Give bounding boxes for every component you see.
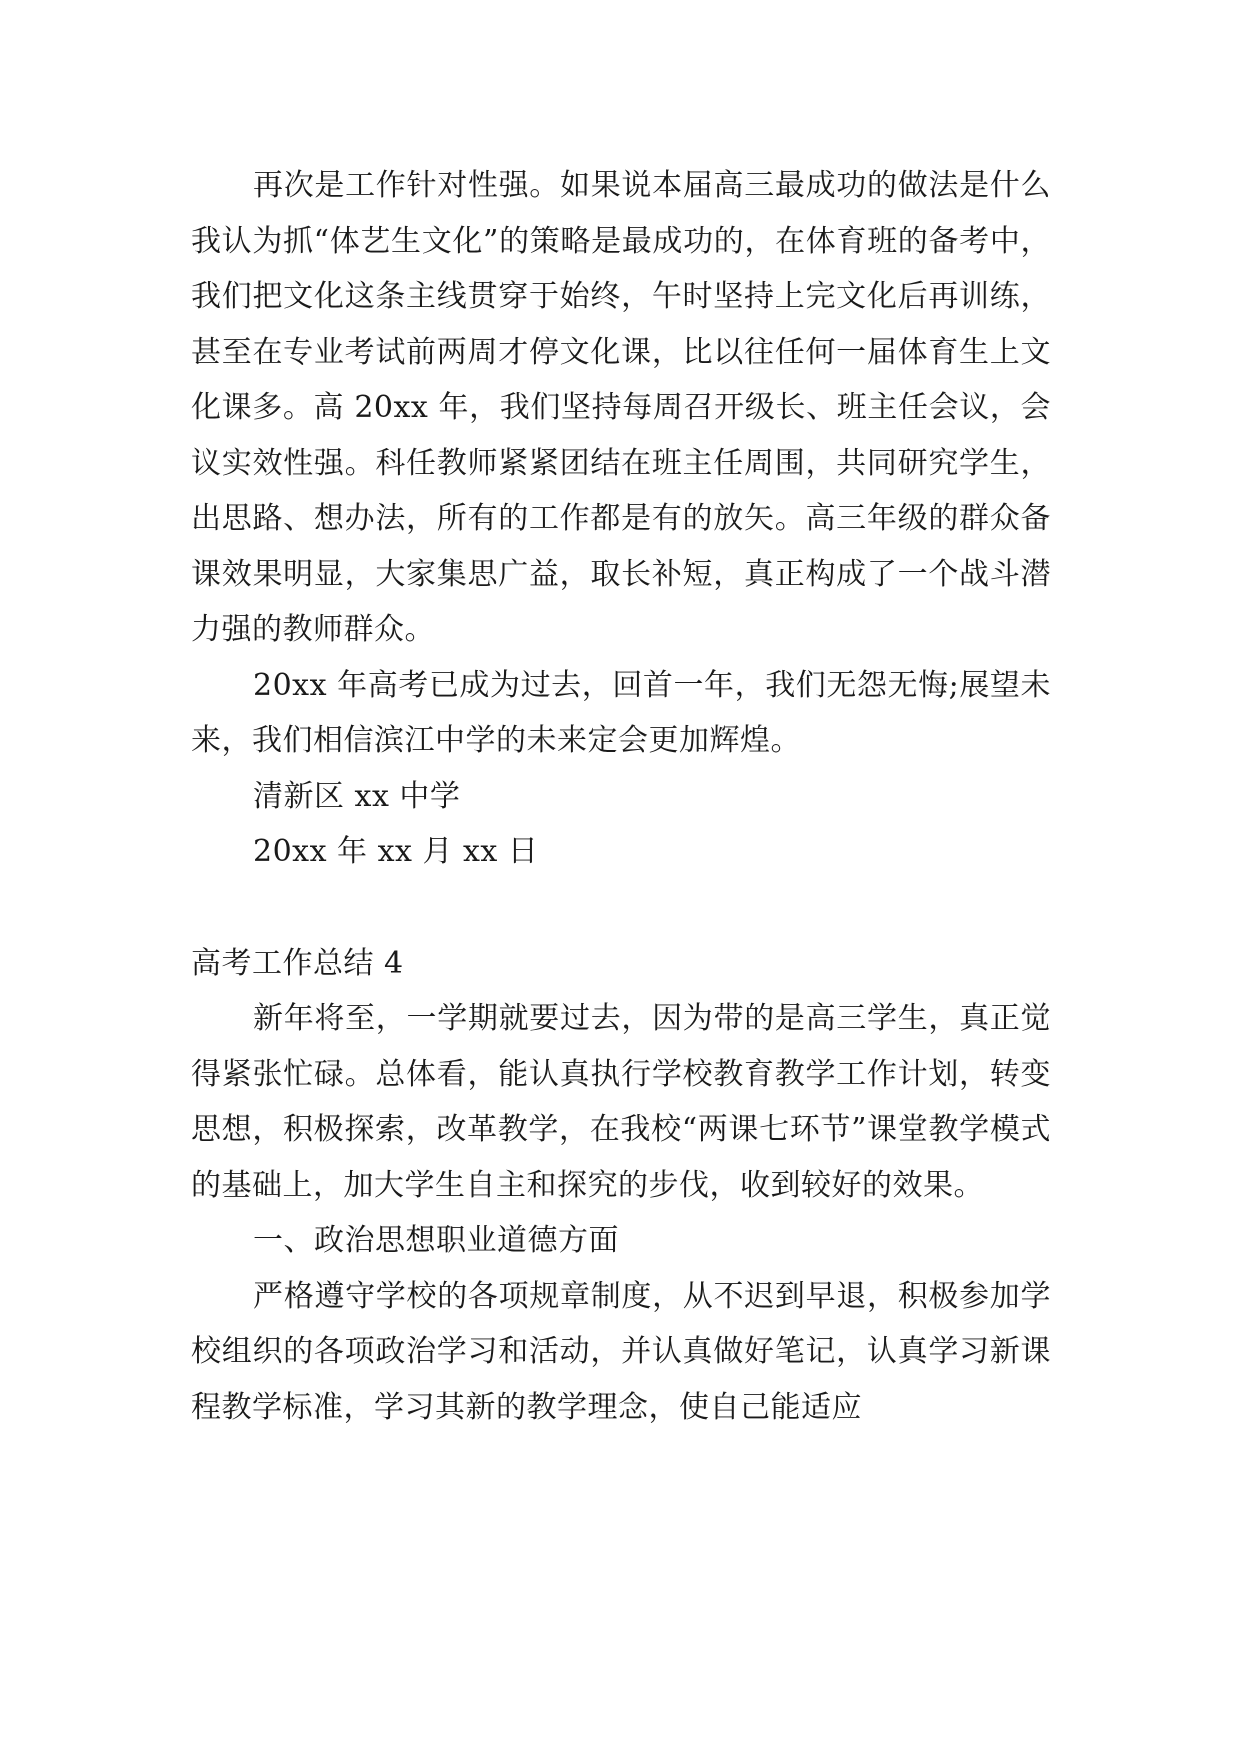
document-body: [191, 158, 1051, 1435]
paragraph-rules: 严格遵守学校的各项规章制度，从不迟到早退，积极参加学校组织的各项政治学习和活动，并认真做好笔记，认真学习新课程教学标准，学习其新的教学理念，使自己能适应: [191, 1278, 1051, 1425]
paragraph-new-year: 新年将至，一学期就要过去，因为带的是高三学生，真正觉得紧张忙碌。总体看，能认真执行学校教育教学工作计划，转变思想，积极探索，改革教学，在我校“两课七环节”课堂教学模式的基础上，加大学生自主和探究的步伐，收到较好的效果。: [191, 1001, 1051, 1203]
paragraph-work-targeting: 再次是工作针对性强。如果说本届高三最成功的做法是什么我认为抓“体艺生文化”的策略是最成功的，在体育班的备考中，我们把文化这条主线贯穿于始终，午时坚持上完文化后再训练，甚至在专业考试前两周才停文化课，比以往任何一届体育生上文化课多。高 20xx 年，我们坚持每周召开级长、班主任会议，会议实效性强。科任教师紧紧团结在班主任周围，共同研究学生，出思路、想办法，所有的工作都是有的放矢。高三年级的群众备课效果明显，大家集思广益，取长补短，真正构成了一个战斗潜力强的教师群众。: [191, 168, 1051, 647]
signature-school: 清新区 xx 中学: [253, 778, 461, 814]
section-title: 高考工作总结 4: [191, 945, 404, 981]
paragraph-looking-ahead: 20xx 年高考已成为过去，回首一年，我们无怨无悔;展望未来，我们相信滨江中学的未来定会更加辉煌。: [191, 667, 1051, 758]
signature-date: 20xx 年 xx 月 xx 日: [253, 834, 539, 869]
subsection-heading-politics: 一、政治思想职业道德方面: [253, 1223, 619, 1258]
